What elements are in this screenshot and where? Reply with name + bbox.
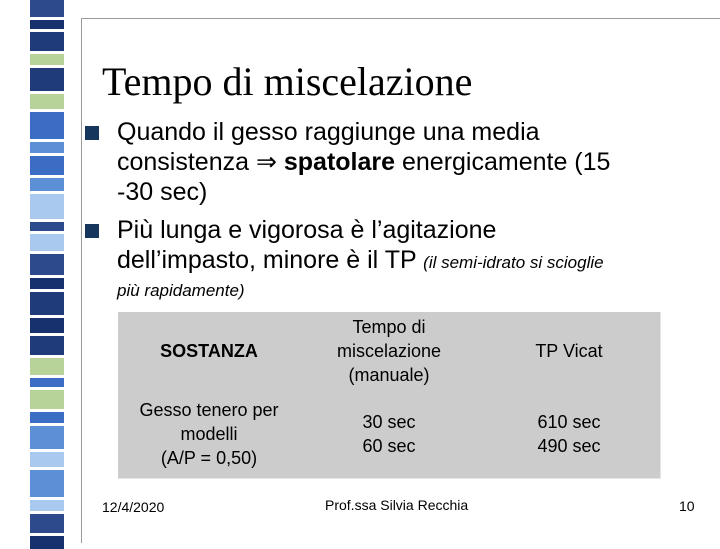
table-header-row — [118, 312, 661, 390]
decorative-stripe — [30, 20, 64, 29]
cell-mixing-time: 30 sec 60 sec — [362, 412, 416, 456]
table-row — [118, 390, 661, 479]
bullet-2-note: (il semi-idrato si scioglie — [423, 253, 604, 272]
decorative-stripe — [30, 32, 64, 51]
bullet-square-icon — [85, 126, 99, 140]
bullet-2-line-3 — [117, 273, 245, 306]
page-number: 10 — [679, 498, 695, 514]
decorative-stripe — [30, 452, 64, 467]
decorative-stripe-column — [30, 0, 64, 540]
slide-title: Tempo di miscelazione — [102, 59, 473, 104]
decorative-stripe — [30, 514, 64, 533]
decorative-stripe — [30, 412, 64, 423]
decorative-stripe — [30, 68, 64, 91]
footer-date: 12/4/2020 — [102, 499, 165, 515]
footer-author: Prof.ssa Silvia Recchia — [325, 497, 469, 513]
bullet-1-line-1: Quando il gesso raggiunge una media — [117, 118, 540, 146]
decorative-stripe — [30, 470, 64, 497]
horizontal-divider-line — [81, 18, 720, 19]
bold-keyword: spatolare — [276, 148, 396, 176]
decorative-stripe — [30, 112, 64, 139]
decorative-stripe — [30, 156, 64, 175]
decorative-stripe — [30, 178, 64, 191]
decorative-stripe — [30, 378, 64, 387]
bullet-2-note-continued: più rapidamente) — [117, 281, 245, 300]
header-cell-substance: SOSTANZA — [160, 341, 258, 361]
decorative-stripe — [30, 94, 64, 109]
decorative-stripe — [30, 142, 64, 153]
decorative-stripe — [30, 292, 64, 315]
vertical-divider-line — [81, 18, 82, 543]
decorative-stripe — [30, 336, 64, 355]
decorative-stripe — [30, 500, 64, 511]
decorative-stripe — [30, 54, 64, 65]
decorative-stripe — [30, 536, 64, 549]
header-cell-mixing-time: Tempo di miscelazione (manuale) — [336, 317, 442, 385]
bullet-1-line-2: consistenza ⇒ spatolare energicamente (15 — [117, 148, 611, 176]
decorative-stripe — [30, 426, 64, 449]
header-cell-tp-vicat: TP Vicat — [535, 341, 603, 361]
decorative-stripe — [30, 0, 64, 17]
decorative-stripe — [30, 358, 64, 375]
cell-tp-vicat: 610 sec 490 sec — [537, 412, 601, 456]
decorative-stripe — [30, 390, 64, 409]
decorative-stripe — [30, 254, 64, 275]
bullet-2-line-2: dell’impasto, minore è il TP (il semi-idrato si scioglie — [117, 246, 604, 274]
bullet-1-line-3: -30 sec) — [117, 178, 208, 206]
bullet-square-icon — [85, 224, 99, 238]
decorative-stripe — [30, 222, 64, 231]
decorative-stripe — [30, 234, 64, 251]
decorative-stripe — [30, 194, 64, 219]
cell-substance: Gesso tenero per modelli (A/P = 0,50) — [139, 400, 279, 468]
bullet-2-line-1: Più lunga e vigorosa è l’agitazione — [117, 216, 497, 244]
decorative-stripe — [30, 278, 64, 289]
data-table — [118, 312, 661, 479]
implies-arrow-icon: ⇒ — [255, 148, 277, 176]
decorative-stripe — [30, 318, 64, 333]
